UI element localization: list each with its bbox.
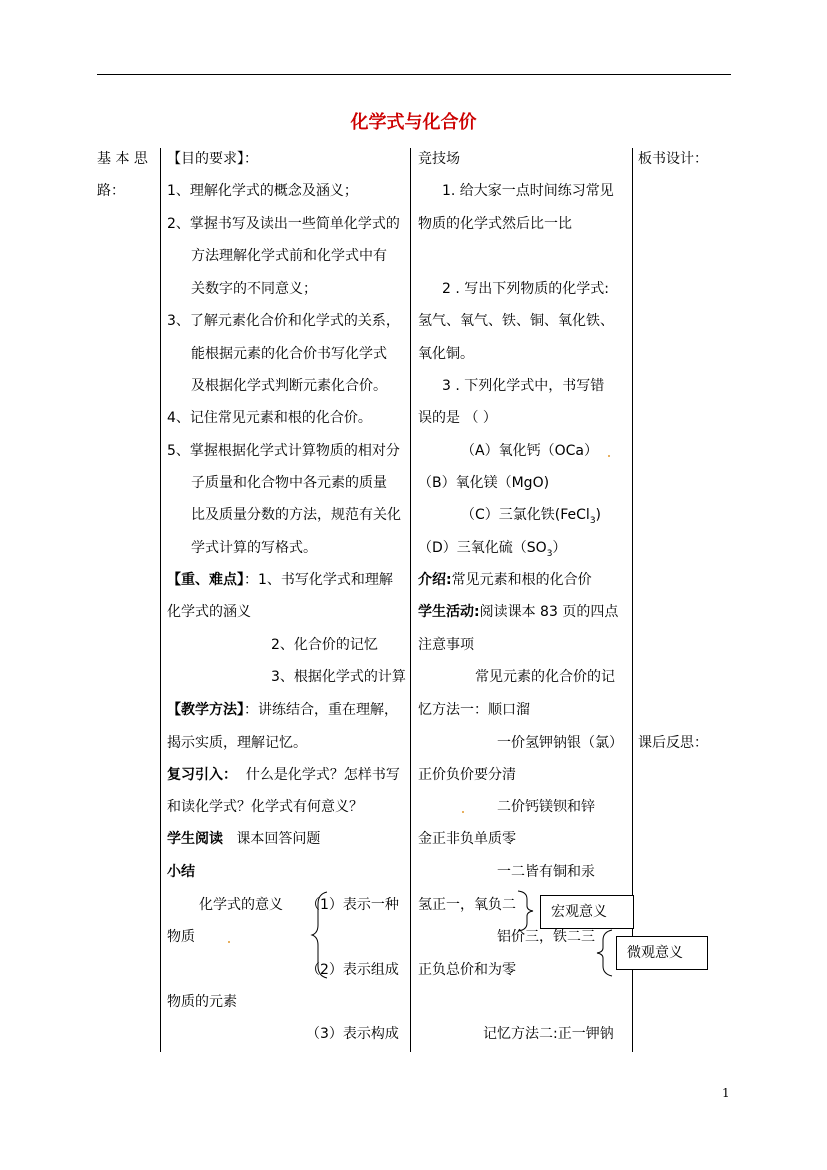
goal-3b: 能根据元素的化合价书写化学式 [191,346,387,362]
board-design-label: 板书设计： [638,151,708,167]
option-d-text: （D）三氧化硫（SO [418,540,547,556]
goal-1: 1、理解化学式的概念及涵义； [167,183,358,199]
option-c-subscript: 3 [589,515,596,526]
activity-text-2: 注意事项 [418,637,474,653]
rhyme-line-8: 正负总价和为零 [418,962,516,978]
question-2b: 氢气、氧气、铁、铜、氧化铁、 [418,313,614,329]
goal-4: 4、记住常见元素和根的化合价。 [167,410,372,426]
activity-text: 阅读课本 83 页的四点 [479,604,619,620]
goal-5a: 5、掌握根据化学式计算物质的相对分 [167,443,400,459]
question-1b: 物质的化学式然后比一比 [418,216,572,232]
goal-5c: 比及质量分数的方法，规范有关化 [191,507,401,523]
option-c-end: ) [595,507,602,523]
key-point-2: 2、化合价的记忆 [271,637,378,653]
left-brace [312,892,327,978]
option-b: （B）氧化镁（MgO) [418,475,550,491]
rhyme-line-6: 氢正一，氧负二 [418,897,516,913]
rhyme-line-7: 铝价三，铁二三 [497,929,595,945]
review-label: 复习引入： [167,767,237,783]
goal-2a: 2、掌握书写及读出一些简单化学式的 [167,216,400,232]
question-2a: 2 . 写出下列物质的化学式: [442,281,609,297]
key-points-label: 【重、难点】 [167,572,244,588]
rhyme-line-4: 金正非负单质零 [418,831,516,847]
review-text-2: 和读化学式？化学式有何意义？ [167,799,363,815]
rhyme-line-2: 正价负价要分清 [418,767,516,783]
macro-meaning-label: 宏观意义 [551,904,607,920]
question-1a: 1. 给大家一点时间练习常见 [442,183,614,199]
intro-text: 常见元素和根的化合价 [451,572,592,588]
meaning-item-2: （2）表示组成 [306,962,399,978]
micro-meaning-label: 微观意义 [627,945,683,961]
question-3b: 误的是 （ ） [418,410,497,426]
goal-2c: 关数字的不同意义； [191,281,317,297]
summary-label: 小结 [167,864,195,880]
right-brace-micro [597,930,612,976]
rhyme-line-3: 二价钙镁钡和锌 [497,799,595,815]
page-number: 1 [722,1086,730,1100]
goal-2b: 方法理解化学式前和化学式中有 [191,248,387,264]
right-brace-macro [518,891,533,931]
rhyme-line-1: 一价氢钾钠银（氯） [497,735,623,751]
arena-heading: 竞技场 [418,151,460,167]
question-3a: 3 . 下列化学式中，书写错 [442,378,605,394]
valence-intro-a: 常见元素的化合价的记 [475,669,615,685]
goals-heading: 【目的要求】： [167,151,258,167]
goal-5d: 学式计算的写格式。 [191,540,317,556]
option-c-text: （C）三氯化铁(FeCl [461,507,590,523]
activity-label: 学生活动: [418,604,480,620]
reading-label: 学生阅读 [167,831,223,847]
formula-meaning: 化学式的意义 [199,897,283,913]
intro-label: 介绍: [418,572,452,588]
key-point-1b: 化学式的涵义 [167,604,251,620]
goal-5b: 子质量和化合物中各元素的质量 [191,475,387,491]
meaning-item-2b: 物质的元素 [167,994,237,1010]
basic-idea-label-2: 路： [97,183,125,199]
key-point-3: 3、根据化学式的计算 [271,669,406,685]
memory-method-2: 记忆方法二:正一钾钠 [483,1026,614,1042]
review-text: 什么是化学式？怎样书写 [245,767,400,783]
meaning-item-1b: 物质 [167,929,195,945]
option-d-end: ） [552,540,567,556]
rhyme-line-5: 一二皆有铜和汞 [497,864,595,880]
goal-3c: 及根据化学式判断元素化合价。 [191,378,387,394]
meaning-item-1: （1）表示一种 [306,897,399,913]
reading-text: 课本回答问题 [236,831,321,847]
question-2c: 氧化铜。 [418,346,474,362]
page-title: 化学式与化合价 [350,112,477,133]
valence-intro-b: 忆方法一：顺口溜 [418,702,530,718]
option-d-subscript: 3 [546,548,553,559]
basic-idea-label-1: 基 本 思 [97,151,148,167]
option-a: （A）氧化钙（OCa） [461,443,598,459]
meaning-item-3: （3）表示构成 [306,1026,399,1042]
teaching-method-text-2: 揭示实质，理解记忆。 [167,735,307,751]
teaching-method-label: 【教学方法】 [167,702,244,718]
goal-3a: 3、了解元素化合价和化学式的关系， [167,313,400,329]
reflection-label: 课后反思： [638,735,708,751]
teaching-method-text: ：讲练结合，重在理解， [244,702,398,718]
key-point-1: ：1、书写化学式和理解 [244,572,393,588]
